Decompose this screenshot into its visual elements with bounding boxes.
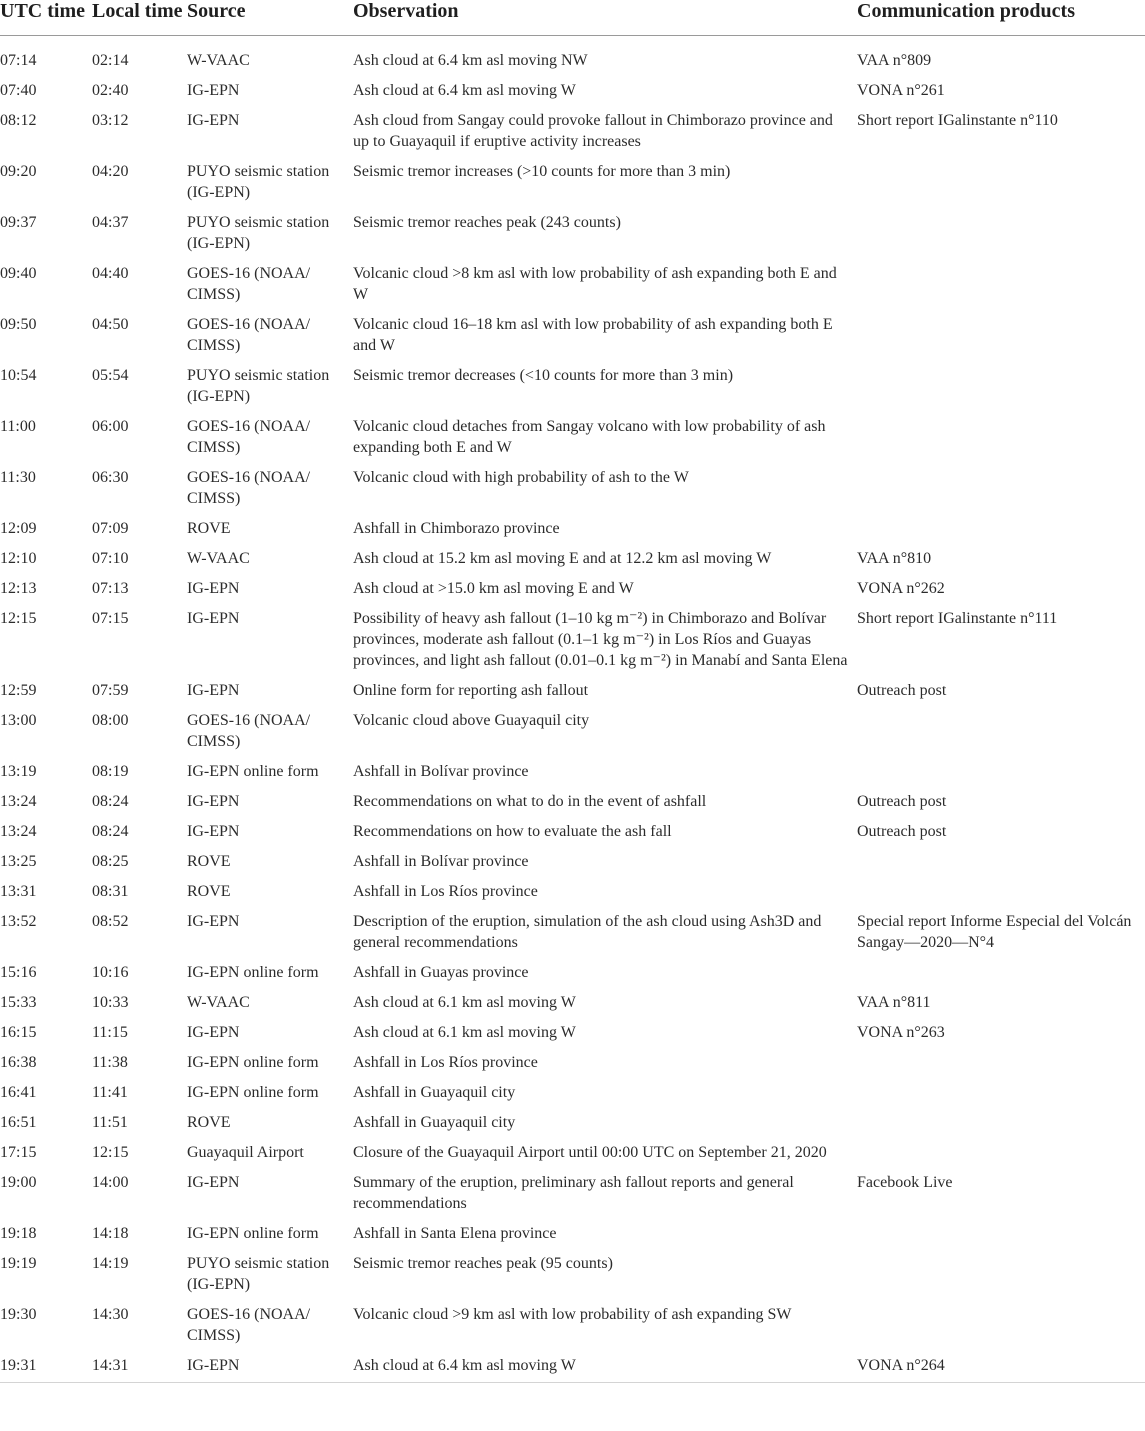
cell-communication-products: [857, 1106, 1145, 1136]
cell-observation: Seismic tremor decreases (<10 counts for more than 3 min): [353, 367, 734, 384]
cell-communication-products: [857, 359, 1145, 410]
table-row: [0, 206, 1145, 257]
cell-local-time: 07:13: [92, 580, 129, 597]
cell-source: GOES-16 (NOAA/ CIMSS): [187, 316, 311, 354]
cell-communication-products: VONA n°264: [857, 1349, 1145, 1383]
cell-observation: Ashfall in Bolívar province: [353, 853, 529, 870]
cell-utc-time: 10:54: [0, 367, 37, 384]
cell-utc-time: 19:00: [0, 1174, 37, 1191]
cell-observation: Volcanic cloud detaches from Sangay volcano with low probability of ash expanding both E and W: [353, 418, 826, 456]
table-row: [0, 410, 1145, 461]
cell-local-time: 11:51: [92, 1114, 128, 1131]
cell-utc-time: 13:24: [0, 823, 37, 840]
header-local-time: Local time: [92, 0, 187, 36]
table-row: [0, 1166, 1145, 1217]
table-row: [0, 956, 1145, 986]
cell-observation: Volcanic cloud above Guayaquil city: [353, 712, 590, 729]
table-row: [0, 308, 1145, 359]
cell-local-time: 06:30: [92, 469, 129, 486]
cell-utc-time: 12:15: [0, 610, 37, 627]
cell-observation: Ash cloud at 6.4 km asl moving NW: [353, 52, 588, 69]
cell-observation: Closure of the Guayaquil Airport until 00:00 UTC on September 21, 2020: [353, 1144, 827, 1161]
cell-communication-products: [857, 1136, 1145, 1166]
cell-utc-time: 08:12: [0, 112, 37, 129]
cell-local-time: 08:52: [92, 913, 129, 930]
cell-local-time: 04:37: [92, 214, 129, 231]
cell-communication-products: Outreach post: [857, 823, 947, 840]
cell-utc-time: 15:33: [0, 994, 37, 1011]
cell-observation: Ash cloud at 6.1 km asl moving W: [353, 1024, 576, 1041]
cell-local-time: 04:20: [92, 163, 129, 180]
cell-communication-products: [857, 155, 1145, 206]
cell-source: IG-EPN: [187, 82, 240, 99]
cell-source: PUYO seismic station (IG-EPN): [187, 367, 330, 405]
cell-source: PUYO seismic station (IG-EPN): [187, 163, 330, 201]
table-row: [0, 1247, 1145, 1298]
cell-utc-time: 11:00: [0, 418, 36, 435]
cell-utc-time: 09:40: [0, 265, 37, 282]
header-observation: Observation: [353, 0, 857, 36]
table-row: [0, 1046, 1145, 1076]
cell-source: IG-EPN online form: [187, 1084, 319, 1101]
table-row: [0, 74, 1145, 104]
cell-observation: Ashfall in Los Ríos province: [353, 1054, 538, 1071]
cell-source: IG-EPN online form: [187, 1054, 319, 1071]
cell-local-time: 14:18: [92, 1225, 129, 1242]
cell-source: IG-EPN: [187, 610, 240, 627]
cell-source: IG-EPN online form: [187, 1225, 319, 1242]
table-row: [0, 1106, 1145, 1136]
cell-local-time: 03:12: [92, 112, 129, 129]
cell-source: Guayaquil Airport: [187, 1144, 304, 1161]
table-row: [0, 1349, 1145, 1383]
cell-utc-time: 13:19: [0, 763, 37, 780]
table-row: [0, 845, 1145, 875]
cell-source: GOES-16 (NOAA/ CIMSS): [187, 469, 311, 507]
cell-local-time: 08:24: [92, 823, 129, 840]
cell-communication-products: VONA n°262: [857, 580, 945, 597]
table-row: [0, 674, 1145, 704]
cell-communication-products: VAA n°811: [857, 994, 931, 1011]
cell-local-time: 08:00: [92, 712, 129, 729]
table-row: [0, 104, 1145, 155]
cell-observation: Ash cloud at >15.0 km asl moving E and W: [353, 580, 634, 597]
table-row: [0, 572, 1145, 602]
cell-observation: Recommendations on what to do in the event of ashfall: [353, 793, 707, 810]
cell-communication-products: [857, 206, 1145, 257]
cell-communication-products: Outreach post: [857, 682, 947, 699]
cell-communication-products: Short report IGalinstante n°111: [857, 610, 1058, 627]
cell-communication-products: [857, 1217, 1145, 1247]
cell-observation: Ashfall in Guayas province: [353, 964, 529, 981]
cell-utc-time: 11:30: [0, 469, 36, 486]
cell-observation: Ashfall in Santa Elena province: [353, 1225, 557, 1242]
cell-local-time: 07:09: [92, 520, 129, 537]
cell-communication-products: [857, 956, 1145, 986]
cell-observation: Volcanic cloud >9 km asl with low probability of ash expanding SW: [353, 1306, 792, 1323]
cell-local-time: 07:59: [92, 682, 129, 699]
table-row: [0, 359, 1145, 410]
cell-observation: Ash cloud from Sangay could provoke fallout in Chimborazo province and up to Guayaquil if eruptive activity increases: [353, 112, 833, 150]
cell-local-time: 07:10: [92, 550, 129, 567]
cell-source: IG-EPN online form: [187, 964, 319, 981]
cell-source: ROVE: [187, 520, 231, 537]
cell-observation: Summary of the eruption, preliminary ash fallout reports and general recommendations: [353, 1174, 794, 1212]
cell-local-time: 10:16: [92, 964, 129, 981]
cell-communication-products: [857, 461, 1145, 512]
cell-utc-time: 09:37: [0, 214, 37, 231]
table-row: [0, 1217, 1145, 1247]
cell-utc-time: 12:09: [0, 520, 37, 537]
cell-source: IG-EPN: [187, 1174, 240, 1191]
cell-communication-products: Facebook Live: [857, 1174, 953, 1191]
cell-observation: Ash cloud at 15.2 km asl moving E and at 12.2 km asl moving W: [353, 550, 772, 567]
cell-communication-products: [857, 1298, 1145, 1349]
cell-utc-time: 12:59: [0, 682, 37, 699]
cell-local-time: 12:15: [92, 1144, 129, 1161]
cell-communication-products: Outreach post: [857, 793, 947, 810]
cell-source: IG-EPN: [187, 1349, 353, 1383]
cell-utc-time: 16:51: [0, 1114, 37, 1131]
table-row: [0, 542, 1145, 572]
cell-source: GOES-16 (NOAA/ CIMSS): [187, 418, 311, 456]
cell-communication-products: Short report IGalinstante n°110: [857, 112, 1058, 129]
cell-local-time: 07:15: [92, 610, 129, 627]
cell-communication-products: [857, 1076, 1145, 1106]
cell-observation: Ash cloud at 6.1 km asl moving W: [353, 994, 576, 1011]
cell-observation: Ashfall in Chimborazo province: [353, 520, 560, 537]
cell-local-time: 08:31: [92, 883, 129, 900]
table-row: [0, 512, 1145, 542]
cell-local-time: 02:14: [92, 52, 129, 69]
cell-source: ROVE: [187, 853, 231, 870]
cell-local-time: 14:00: [92, 1174, 129, 1191]
cell-observation: Description of the eruption, simulation of the ash cloud using Ash3D and general recommendations: [353, 913, 822, 951]
table-row: [0, 905, 1145, 956]
cell-utc-time: 16:15: [0, 1024, 37, 1041]
cell-observation: Ashfall in Los Ríos province: [353, 883, 538, 900]
cell-utc-time: 13:52: [0, 913, 37, 930]
table-row: [0, 875, 1145, 905]
table-row: [0, 1076, 1145, 1106]
cell-local-time: 08:25: [92, 853, 129, 870]
cell-observation: Volcanic cloud >8 km asl with low probability of ash expanding both E and W: [353, 265, 837, 303]
cell-communication-products: VONA n°261: [857, 82, 945, 99]
cell-communication-products: [857, 512, 1145, 542]
cell-source: IG-EPN: [187, 913, 240, 930]
table-row: [0, 602, 1145, 674]
cell-source: IG-EPN: [187, 823, 240, 840]
cell-source: IG-EPN online form: [187, 763, 319, 780]
table-row: [0, 1016, 1145, 1046]
cell-source: W-VAAC: [187, 52, 250, 69]
table-row: [0, 785, 1145, 815]
cell-communication-products: [857, 1247, 1145, 1298]
cell-source: ROVE: [187, 883, 231, 900]
cell-local-time: 05:54: [92, 367, 129, 384]
cell-observation: Online form for reporting ash fallout: [353, 682, 589, 699]
cell-communication-products: [857, 257, 1145, 308]
cell-observation: Volcanic cloud with high probability of ash to the W: [353, 469, 689, 486]
cell-source: IG-EPN: [187, 1024, 240, 1041]
table-row: [0, 704, 1145, 755]
cell-observation: Seismic tremor reaches peak (95 counts): [353, 1255, 613, 1272]
cell-utc-time: 09:50: [0, 316, 37, 333]
cell-observation: Ash cloud at 6.4 km asl moving W: [353, 82, 576, 99]
cell-observation: Seismic tremor increases (>10 counts for more than 3 min): [353, 163, 731, 180]
cell-communication-products: Special report Informe Especial del Volcán Sangay—2020—N°4: [857, 913, 1132, 951]
cell-communication-products: [857, 875, 1145, 905]
table-row: [0, 461, 1145, 512]
table-row: [0, 1298, 1145, 1349]
cell-source: W-VAAC: [187, 550, 250, 567]
cell-utc-time: 19:31: [0, 1349, 92, 1383]
cell-observation: Recommendations on how to evaluate the ash fall: [353, 823, 672, 840]
cell-local-time: 04:40: [92, 265, 129, 282]
cell-utc-time: 17:15: [0, 1144, 37, 1161]
cell-local-time: 08:19: [92, 763, 129, 780]
header-communication-products: Communication products: [857, 0, 1145, 36]
table-row: [0, 1136, 1145, 1166]
cell-utc-time: 13:24: [0, 793, 37, 810]
cell-utc-time: 13:25: [0, 853, 37, 870]
cell-local-time: 11:41: [92, 1084, 128, 1101]
cell-source: GOES-16 (NOAA/ CIMSS): [187, 1306, 311, 1344]
cell-local-time: 10:33: [92, 994, 129, 1011]
cell-communication-products: [857, 755, 1145, 785]
cell-communication-products: VAA n°809: [857, 52, 932, 69]
header-source: Source: [187, 0, 353, 36]
cell-source: IG-EPN: [187, 793, 240, 810]
cell-utc-time: 13:00: [0, 712, 37, 729]
cell-utc-time: 07:14: [0, 52, 37, 69]
table-row: [0, 257, 1145, 308]
table-row: [0, 755, 1145, 785]
cell-utc-time: 19:18: [0, 1225, 37, 1242]
cell-communication-products: [857, 410, 1145, 461]
cell-communication-products: [857, 1046, 1145, 1076]
cell-source: IG-EPN: [187, 112, 240, 129]
cell-communication-products: VAA n°810: [857, 550, 932, 567]
cell-source: W-VAAC: [187, 994, 250, 1011]
cell-local-time: 14:19: [92, 1255, 129, 1272]
table-row: [0, 815, 1145, 845]
cell-source: ROVE: [187, 1114, 231, 1131]
cell-utc-time: 16:38: [0, 1054, 37, 1071]
cell-utc-time: 16:41: [0, 1084, 37, 1101]
cell-communication-products: [857, 308, 1145, 359]
cell-utc-time: 12:10: [0, 550, 37, 567]
cell-observation: Volcanic cloud 16–18 km asl with low probability of ash expanding both E and W: [353, 316, 833, 354]
cell-utc-time: 07:40: [0, 82, 37, 99]
cell-local-time: 06:00: [92, 418, 129, 435]
cell-source: IG-EPN: [187, 682, 240, 699]
cell-source: GOES-16 (NOAA/ CIMSS): [187, 712, 311, 750]
cell-utc-time: 09:20: [0, 163, 37, 180]
cell-observation: Ashfall in Guayaquil city: [353, 1114, 516, 1131]
cell-local-time: 11:38: [92, 1054, 128, 1071]
cell-local-time: 14:30: [92, 1306, 129, 1323]
cell-utc-time: 13:31: [0, 883, 37, 900]
table-body: [0, 36, 1145, 1383]
cell-local-time: 04:50: [92, 316, 129, 333]
cell-utc-time: 19:19: [0, 1255, 37, 1272]
table-row: [0, 986, 1145, 1016]
cell-communication-products: [857, 704, 1145, 755]
cell-local-time: 02:40: [92, 82, 129, 99]
cell-communication-products: VONA n°263: [857, 1024, 945, 1041]
cell-observation: Possibility of heavy ash fallout (1–10 kg m⁻²) in Chimborazo and Bolívar provinces, moderate ash fallout (0.1–1 kg m⁻²) in Los Ríos and Guayas provinces, and light ash fallout (0.01–0.1 kg m⁻²) in Manabí and Santa Elena: [353, 610, 848, 669]
cell-utc-time: 15:16: [0, 964, 37, 981]
cell-observation: Ash cloud at 6.4 km asl moving W: [353, 1349, 857, 1383]
cell-observation: Seismic tremor reaches peak (243 counts): [353, 214, 621, 231]
cell-local-time: 11:15: [92, 1024, 128, 1041]
cell-local-time: 14:31: [92, 1349, 187, 1383]
cell-communication-products: [857, 845, 1145, 875]
cell-utc-time: 12:13: [0, 580, 37, 597]
cell-source: PUYO seismic station (IG-EPN): [187, 214, 330, 252]
table-header: [0, 0, 1145, 36]
cell-observation: Ashfall in Guayaquil city: [353, 1084, 516, 1101]
cell-observation: Ashfall in Bolívar province: [353, 763, 529, 780]
cell-source: IG-EPN: [187, 580, 240, 597]
cell-source: GOES-16 (NOAA/ CIMSS): [187, 265, 311, 303]
cell-source: PUYO seismic station (IG-EPN): [187, 1255, 330, 1293]
cell-utc-time: 19:30: [0, 1306, 37, 1323]
table-row: [0, 155, 1145, 206]
table-row: [0, 36, 1145, 75]
header-row: [0, 0, 1145, 36]
cell-local-time: 08:24: [92, 793, 129, 810]
header-utc-time: UTC time: [0, 0, 92, 36]
